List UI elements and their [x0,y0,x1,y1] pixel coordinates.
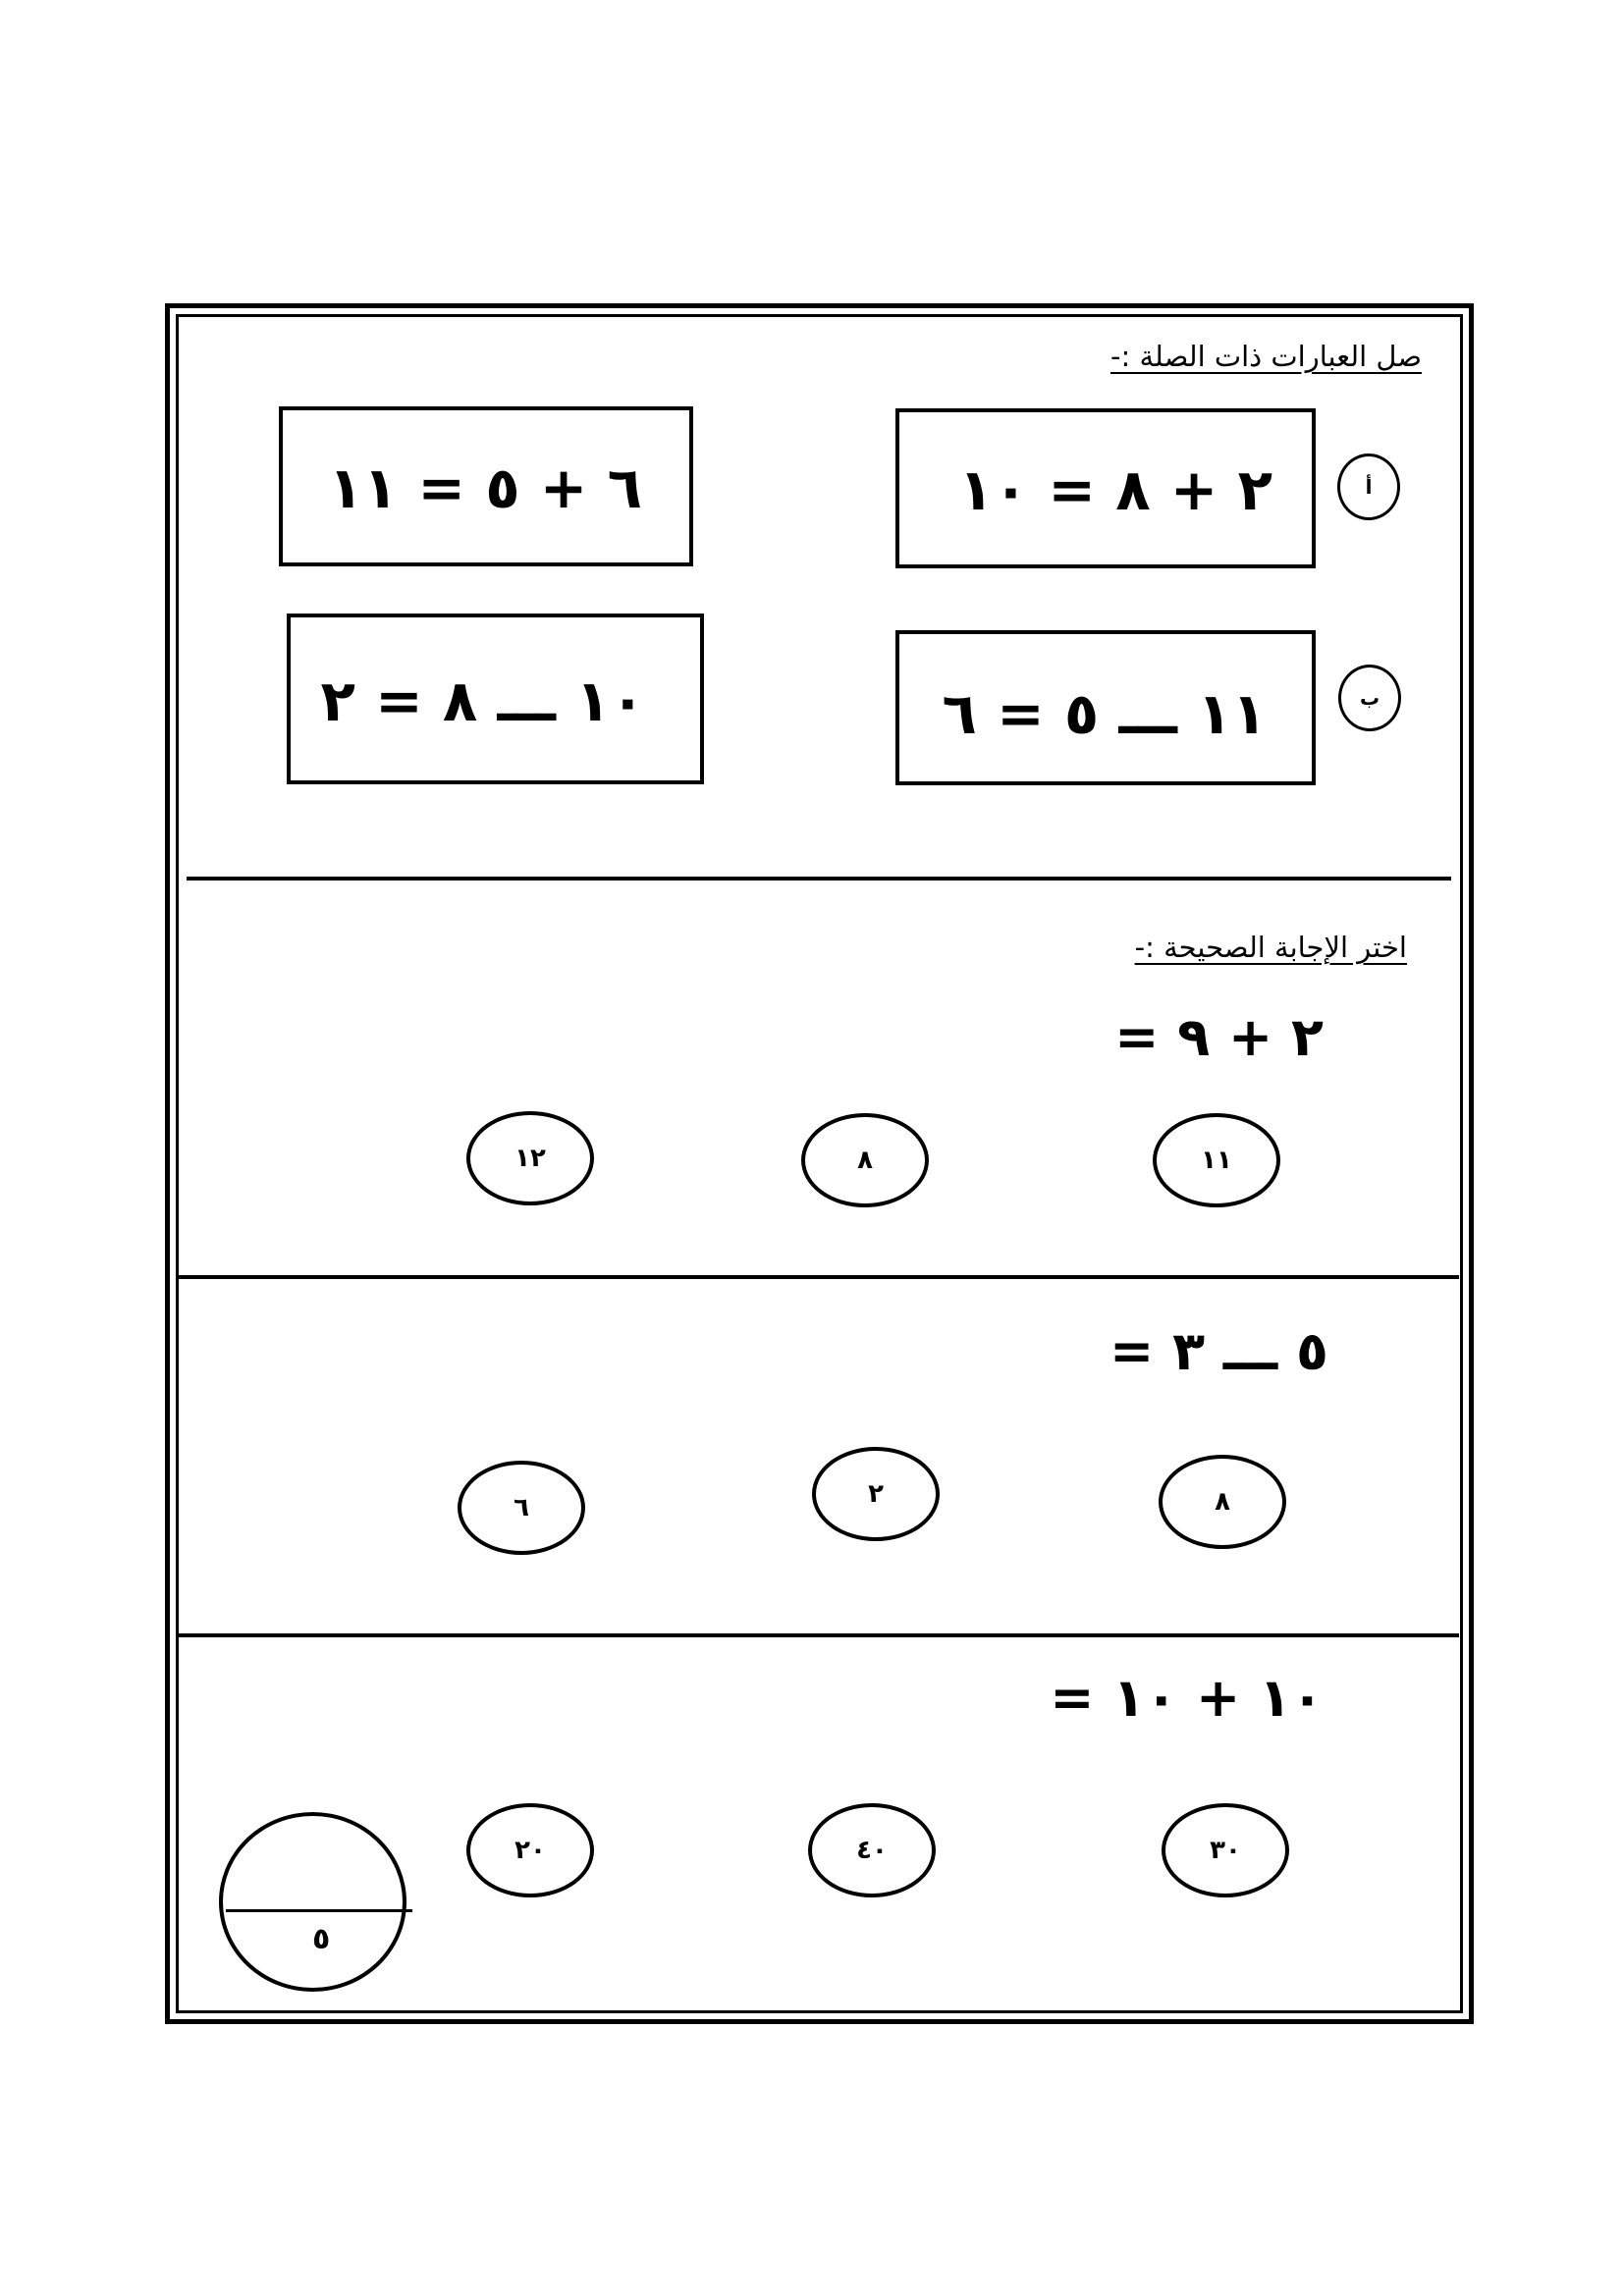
score-circle [219,1812,406,1992]
score-denominator: ٥ [312,1922,331,1956]
question-3-option[interactable]: ٤٠ [808,1803,936,1897]
equation-box-b-right[interactable] [895,630,1316,785]
matching-heading: صل العبارات ذات الصلة :- [1110,340,1422,373]
question-divider [179,1633,1459,1637]
label-circle-b: ب [1338,665,1401,731]
equation-box-a-right[interactable] [895,408,1316,568]
question-2-expression: ٥ ـــ ٣ = [1109,1320,1328,1382]
question-3-option[interactable]: ٣٠ [1162,1803,1289,1897]
equation-box-a-left[interactable] [279,406,693,566]
question-1-option[interactable]: ١٢ [466,1111,594,1205]
question-3-expression: ١٠ + ١٠ = [1050,1667,1324,1729]
equation-box-b-left[interactable] [287,614,704,784]
question-1-option[interactable]: ٨ [801,1113,929,1207]
choose-answer-heading: اختر الإجابة الصحيحة :- [1134,931,1407,964]
question-2-option[interactable]: ٨ [1159,1455,1286,1549]
question-2-option[interactable]: ٢ [812,1447,940,1541]
question-divider [179,1275,1459,1279]
question-1-option[interactable]: ١١ [1153,1113,1280,1207]
question-1-expression: ٢ + ٩ = [1114,1006,1324,1068]
section-divider [187,877,1451,881]
equation-text: ١٠ ـــ ٨ = ٢ [320,667,645,734]
question-2-option[interactable]: ٦ [458,1461,585,1555]
label-circle-a: أ [1337,454,1400,520]
equation-text: ٢ + ٨ = ١٠ [958,456,1272,523]
score-fraction-line [226,1909,412,1912]
equation-text: ٦ + ٥ = ١١ [328,454,642,521]
question-3-option[interactable]: ٢٠ [466,1803,594,1897]
equation-text: ١١ ـــ ٥ = ٦ [942,680,1267,747]
